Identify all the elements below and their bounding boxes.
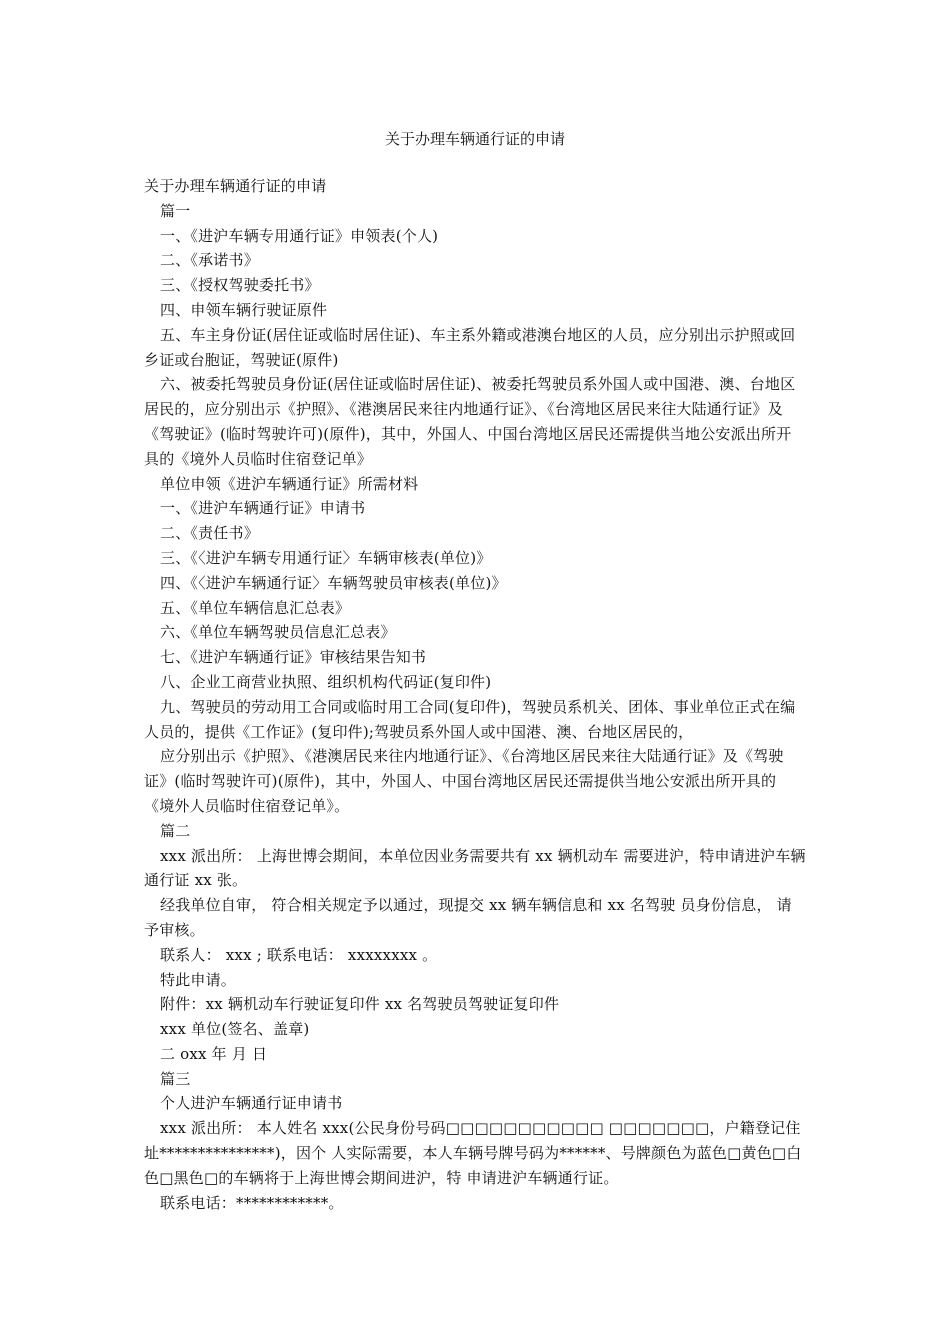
- paragraph: 联系人： xxx ; 联系电话： xxxxxxxx 。: [160, 945, 438, 964]
- paragraph: 篇二: [160, 821, 191, 840]
- paragraph: 一、《进沪车辆专用通行证》申领表(个人): [160, 226, 439, 245]
- paragraph: 二、《责任书》: [160, 524, 259, 543]
- paragraph: 二、《承诺书》: [160, 251, 259, 270]
- paragraph: 四、申领车辆行驶证原件: [160, 300, 328, 319]
- paragraph: 四、《〈进沪车辆通行证〉车辆驾驶员审核表(单位)》: [160, 573, 507, 592]
- paragraph: 关于办理车辆通行证的申请: [144, 177, 327, 195]
- paragraph: xxx 派出所： 本人姓名 xxx(公民身份号码□□□□□□□□□□□ □□□□□□□，户籍登记住址***************)，因个 人实际需要，本人车辆号牌号码为******、号牌颜色为蓝色□黄色□白色□黑色□的车辆将于上海世博会期间进沪，特 申请进沪车辆通行证。: [144, 1119, 802, 1187]
- paragraph: 九、驾驶员的劳动用工合同或临时用工合同(复印件)，驾驶员系机关、团体、事业单位正式在编人员的，提供《工作证》(复印件);驾驶员系外国人或中国港、澳、台地区居民的，: [144, 697, 796, 741]
- paragraph: 七、《进沪车辆通行证》审核结果告知书: [160, 648, 427, 667]
- paragraph: 附件：xx 辆机动车行驶证复印件 xx 名驾驶员驾驶证复印件: [160, 995, 560, 1014]
- paragraph: xxx 派出所： 上海世博会期间，本单位因业务需要共有 xx 辆机动车 需要进沪，特申请进沪车辆通行证 xx 张。: [144, 846, 806, 890]
- paragraph: 五、车主身份证(居住证或临时居住证)、车主系外籍或港澳台地区的人员，应分别出示护照或回乡证或台胞证，驾驶证(原件): [144, 325, 796, 369]
- paragraph: 一、《进沪车辆通行证》申请书: [160, 499, 366, 518]
- paragraph: 个人进沪车辆通行证申请书: [160, 1094, 343, 1113]
- paragraph: 二 oxx 年 月 日: [160, 1044, 268, 1063]
- paragraph: 单位申领《进沪车辆通行证》所需材料: [160, 474, 419, 493]
- document-title: 关于办理车辆通行证的申请: [384, 130, 565, 148]
- paragraph: 经我单位自审， 符合相关规定予以通过，现提交 xx 辆车辆信息和 xx 名驾驶 员身份信息， 请予审核。: [144, 896, 792, 939]
- document-body: [144, 174, 806, 1215]
- paragraph: 五、《单位车辆信息汇总表》: [160, 598, 351, 617]
- paragraph: 特此申请。: [160, 970, 237, 989]
- paragraph: 六、《单位车辆驾驶员信息汇总表》: [160, 623, 396, 642]
- paragraph: xxx 单位(签名、盖章): [160, 1020, 310, 1039]
- paragraph: 六、被委托驾驶员身份证(居住证或临时居住证)、被委托驾驶员系外国人或中国港、澳、台地区居民的，应分别出示《护照》、《港澳居民来往内地通行证》、《台湾地区居民来往大陆通行证》及《驾驶证》(临时驾驶许可)(原件)，其中，外国人、中国台湾地区居民还需提供当地公安派出所开具的《境外人员临时住宿登记单》: [144, 375, 796, 468]
- paragraph: 篇三: [160, 1069, 191, 1088]
- paragraph: 联系电话：************。: [160, 1193, 344, 1212]
- paragraph: 八、企业工商营业执照、组织机构代码证(复印件): [160, 672, 492, 691]
- paragraph: 三、《〈进沪车辆专用通行证〉车辆审核表(单位)》: [160, 548, 492, 567]
- paragraph: 篇一: [160, 201, 191, 220]
- paragraph: 应分别出示《护照》、《港澳居民来往内地通行证》、《台湾地区居民来往大陆通行证》及《驾驶证》(临时驾驶许可)(原件)，其中，外国人、中国台湾地区居民还需提供当地公安派出所开具的《境外人员临时住宿登记单》。: [144, 747, 784, 815]
- paragraph: 三、《授权驾驶委托书》: [160, 276, 320, 295]
